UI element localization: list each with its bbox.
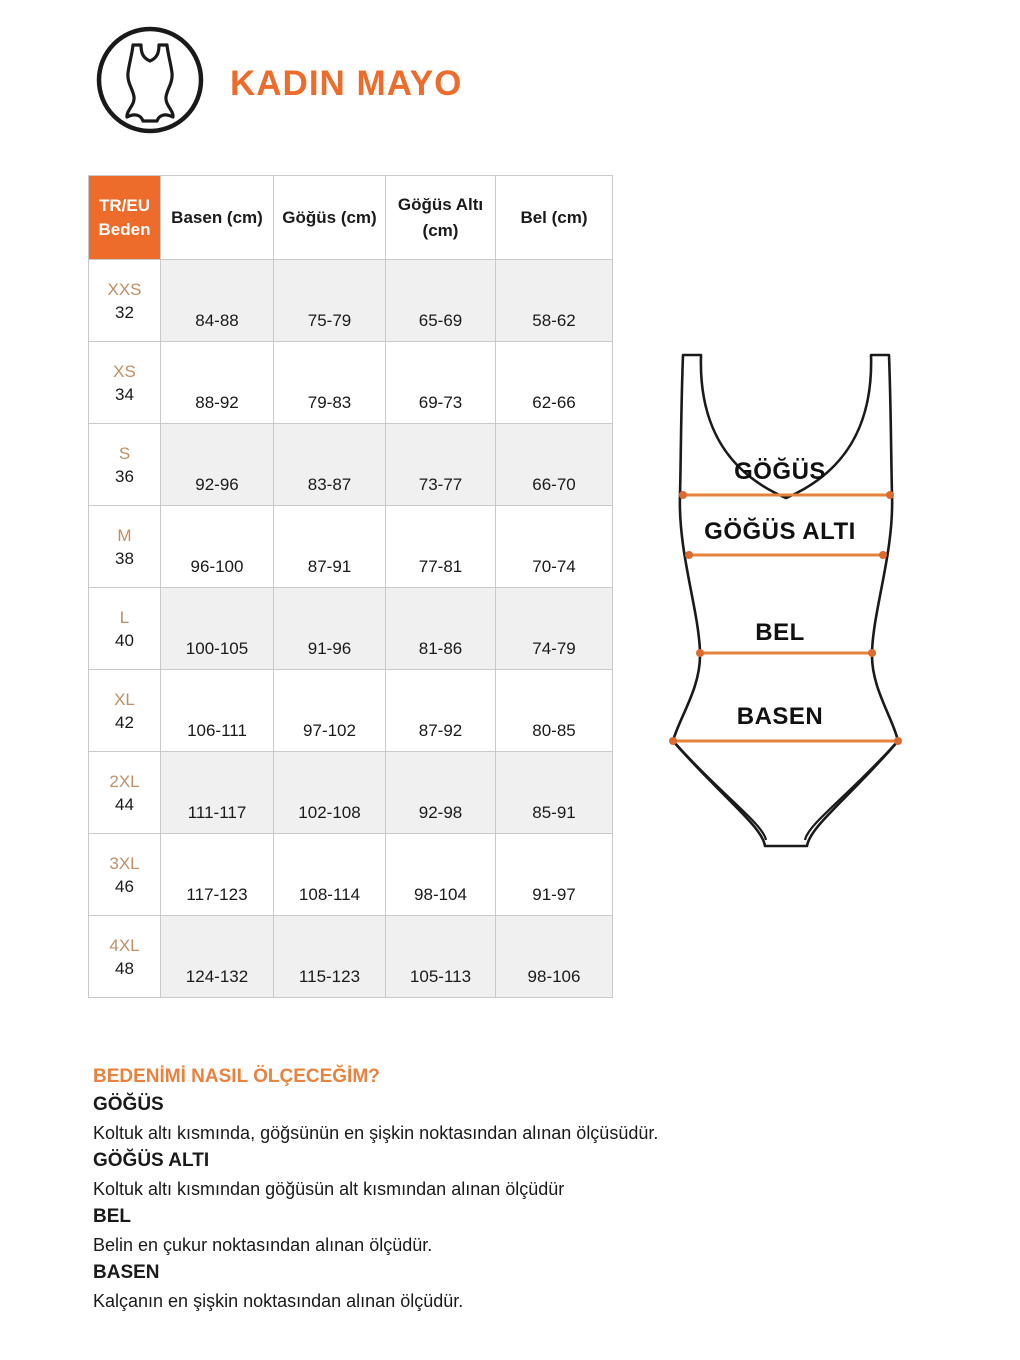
- swimsuit-diagram: [655, 348, 905, 863]
- column-header-gogus-alti: Göğüs Altı (cm): [386, 176, 496, 260]
- size-label: XXS: [107, 279, 142, 299]
- value-cell: 97-102: [274, 670, 386, 752]
- value-cell: 106-111: [161, 670, 274, 752]
- diagram-label-gogus-alti: GÖĞÜS ALTI: [704, 518, 856, 545]
- table-row: [89, 260, 613, 342]
- size-label: 4XL: [109, 935, 140, 955]
- table-row: [89, 834, 613, 916]
- value-cell: 87-91: [274, 506, 386, 588]
- value-cell: 58-62: [496, 260, 613, 342]
- value-cell: 85-91: [496, 752, 613, 834]
- size-table: [88, 175, 613, 998]
- table-row: [89, 342, 613, 424]
- size-label: 3XL: [109, 853, 140, 873]
- size-label: XS: [113, 361, 136, 381]
- size-number: 36: [115, 466, 134, 486]
- size-number: 34: [115, 384, 134, 404]
- value-cell: 91-96: [274, 588, 386, 670]
- value-cell: 108-114: [274, 834, 386, 916]
- diagram-label-basen: BASEN: [736, 703, 824, 730]
- value-cell: 70-74: [496, 506, 613, 588]
- size-number: 38: [115, 548, 134, 568]
- guide-term: GÖĞÜS: [93, 1094, 164, 1115]
- value-cell: 77-81: [386, 506, 496, 588]
- size-number: 48: [115, 958, 134, 978]
- page-title: KADIN MAYO: [230, 64, 463, 103]
- value-cell: 105-113: [386, 916, 496, 998]
- size-number: 40: [115, 630, 134, 650]
- value-cell: 91-97: [496, 834, 613, 916]
- value-cell: 92-96: [161, 424, 274, 506]
- guide-term: BEL: [93, 1206, 131, 1227]
- size-label: XL: [114, 689, 135, 709]
- value-cell: 111-117: [161, 752, 274, 834]
- value-cell: 88-92: [161, 342, 274, 424]
- column-header-gogus: Göğüs (cm): [274, 176, 386, 260]
- value-cell: 62-66: [496, 342, 613, 424]
- table-row: [89, 752, 613, 834]
- swimsuit-icon: [95, 25, 205, 135]
- value-cell: 79-83: [274, 342, 386, 424]
- table-row: [89, 670, 613, 752]
- value-cell: 83-87: [274, 424, 386, 506]
- table-row: [89, 588, 613, 670]
- size-cell: [89, 260, 161, 342]
- guide-definition: Koltuk altı kısmında, göğsünün en şişkin noktasından alınan ölçüsüdür.: [93, 1123, 659, 1143]
- diagram-label-bel: BEL: [755, 619, 805, 646]
- guide-term: GÖĞÜS ALTI: [93, 1150, 210, 1171]
- size-label: 2XL: [109, 771, 140, 791]
- value-cell: 75-79: [274, 260, 386, 342]
- size-number: 44: [115, 794, 134, 814]
- size-cell: [89, 424, 161, 506]
- size-cell: [89, 916, 161, 998]
- value-cell: 73-77: [386, 424, 496, 506]
- guide-definition: Koltuk altı kısmından göğüsün alt kısmından alınan ölçüdür: [93, 1179, 565, 1199]
- table-row: [89, 916, 613, 998]
- value-cell: 74-79: [496, 588, 613, 670]
- value-cell: 92-98: [386, 752, 496, 834]
- measuring-guide: [93, 1062, 733, 1315]
- value-cell: 69-73: [386, 342, 496, 424]
- value-cell: 65-69: [386, 260, 496, 342]
- size-label: L: [119, 607, 130, 627]
- guide-title: BEDENİMİ NASIL ÖLÇECEĞİM?: [93, 1066, 380, 1087]
- value-cell: 87-92: [386, 670, 496, 752]
- guide-term: BASEN: [93, 1262, 160, 1283]
- value-cell: 84-88: [161, 260, 274, 342]
- size-number: 46: [115, 876, 134, 896]
- swimsuit-outline: [655, 348, 905, 863]
- size-cell: [89, 506, 161, 588]
- value-cell: 102-108: [274, 752, 386, 834]
- size-cell: [89, 834, 161, 916]
- size-label: M: [117, 525, 132, 545]
- value-cell: 98-104: [386, 834, 496, 916]
- size-number: 42: [115, 712, 134, 732]
- value-cell: 81-86: [386, 588, 496, 670]
- value-cell: 96-100: [161, 506, 274, 588]
- value-cell: 98-106: [496, 916, 613, 998]
- size-cell: [89, 588, 161, 670]
- value-cell: 115-123: [274, 916, 386, 998]
- column-header-bel: Bel (cm): [496, 176, 613, 260]
- size-cell: [89, 752, 161, 834]
- value-cell: 124-132: [161, 916, 274, 998]
- column-header-basen: Basen (cm): [161, 176, 274, 260]
- size-cell: [89, 342, 161, 424]
- size-number: 32: [115, 302, 134, 322]
- size-label: S: [118, 443, 131, 463]
- guide-definition: Kalçanın en şişkin noktasından alınan ölçüdür.: [93, 1291, 464, 1311]
- value-cell: 66-70: [496, 424, 613, 506]
- size-cell: [89, 670, 161, 752]
- column-header-size: TR/EU Beden: [89, 176, 161, 260]
- value-cell: 117-123: [161, 834, 274, 916]
- value-cell: 100-105: [161, 588, 274, 670]
- guide-definition: Belin en çukur noktasından alınan ölçüdür.: [93, 1235, 433, 1255]
- table-row: [89, 424, 613, 506]
- table-header-row: [89, 176, 613, 260]
- diagram-label-gogus: GÖĞÜS: [734, 458, 826, 485]
- value-cell: 80-85: [496, 670, 613, 752]
- table-row: [89, 506, 613, 588]
